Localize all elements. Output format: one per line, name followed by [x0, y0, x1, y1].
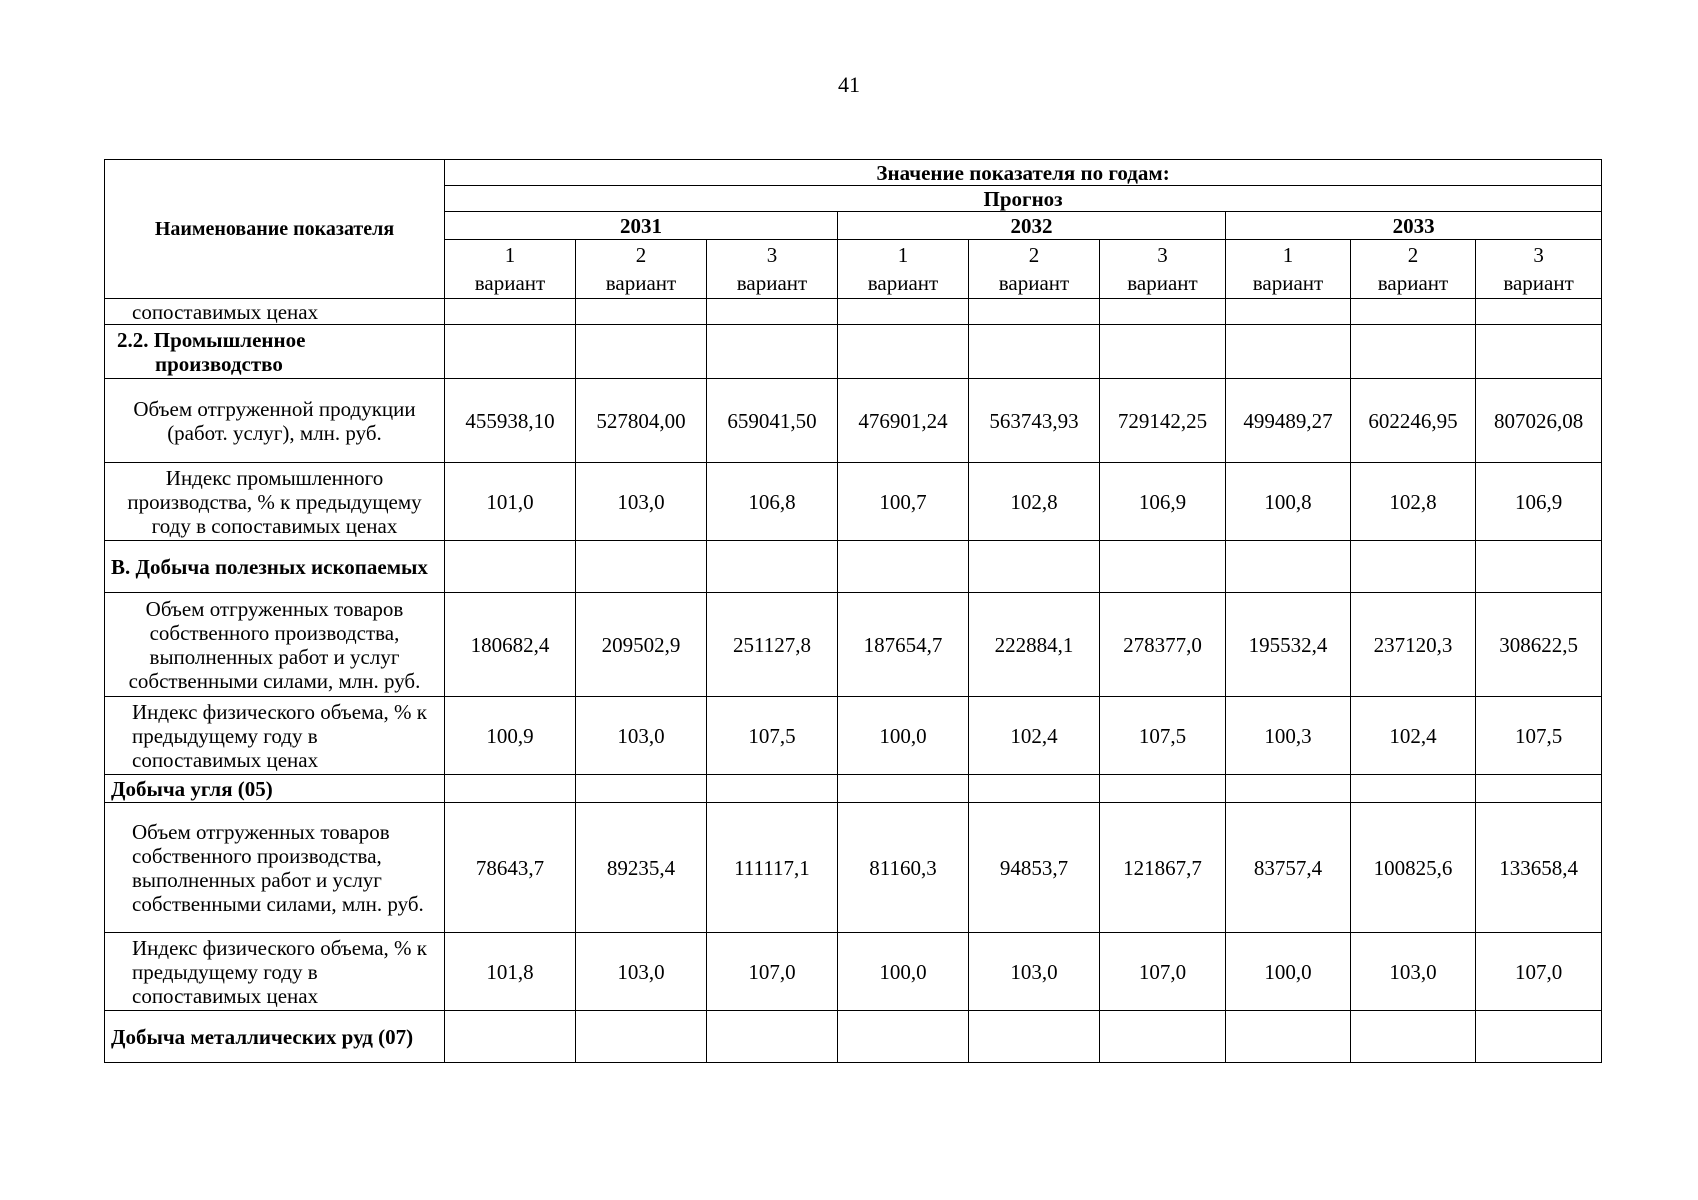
header-variant: 2 вариант — [1351, 240, 1476, 299]
row-label: Объем отгруженных товаров собственного производства, выполненных работ и услуг собственными силами, млн. руб. — [105, 803, 445, 933]
cell-value: 106,9 — [1100, 463, 1226, 541]
cell-value: 83757,4 — [1226, 803, 1351, 933]
cell-value: 100,7 — [838, 463, 969, 541]
cell-value: 107,0 — [1100, 933, 1226, 1011]
header-variant: 1 вариант — [838, 240, 969, 299]
cell-value: 103,0 — [969, 933, 1100, 1011]
header-variant: 1 вариант — [445, 240, 576, 299]
cell-value: 100,8 — [1226, 463, 1351, 541]
header-year-2033: 2033 — [1226, 212, 1602, 240]
cell-value: 195532,4 — [1226, 593, 1351, 697]
header-year-2032: 2032 — [838, 212, 1226, 240]
cell-value: 100,0 — [1226, 933, 1351, 1011]
row-label: Объем отгруженных товаров собственного производства, выполненных работ и услуг собственными силами, млн. руб. — [105, 593, 445, 697]
cell-value: 100,0 — [838, 933, 969, 1011]
cell-value: 476901,24 — [838, 379, 969, 463]
table-row — [105, 1011, 1602, 1063]
page-number: 41 — [838, 72, 860, 97]
row-label: В. Добыча полезных ископаемых — [105, 541, 445, 593]
cell-value: 102,8 — [969, 463, 1100, 541]
header-variant: 3 вариант — [1100, 240, 1226, 299]
cell-value: 100825,6 — [1351, 803, 1476, 933]
cell-value: 78643,7 — [445, 803, 576, 933]
cell-value: 602246,95 — [1351, 379, 1476, 463]
table-row — [105, 775, 1602, 803]
cell-value: 94853,7 — [969, 803, 1100, 933]
cell-value: 111117,1 — [707, 803, 838, 933]
row-label: Добыча металлических руд (07) — [105, 1011, 445, 1063]
cell-value: 121867,7 — [1100, 803, 1226, 933]
row-label: 2.2. Промышленное производство — [105, 325, 445, 379]
cell-value: 107,5 — [1476, 697, 1602, 775]
cell-value: 107,0 — [707, 933, 838, 1011]
cell-value: 807026,08 — [1476, 379, 1602, 463]
cell-value: 106,8 — [707, 463, 838, 541]
header-variant: 3 вариант — [707, 240, 838, 299]
row-label: Индекс физического объема, % к предыдущему году в сопоставимых ценах — [105, 933, 445, 1011]
cell-value: 222884,1 — [969, 593, 1100, 697]
cell-value: 133658,4 — [1476, 803, 1602, 933]
cell-value: 102,8 — [1351, 463, 1476, 541]
cell-value: 100,0 — [838, 697, 969, 775]
cell-value: 729142,25 — [1100, 379, 1226, 463]
cell-value: 180682,4 — [445, 593, 576, 697]
cell-value: 100,9 — [445, 697, 576, 775]
table-row — [105, 933, 1602, 1011]
cell-value: 455938,10 — [445, 379, 576, 463]
header-variant: 2 вариант — [576, 240, 707, 299]
header-variant: 2 вариант — [969, 240, 1100, 299]
cell-value: 103,0 — [1351, 933, 1476, 1011]
cell-value: 102,4 — [1351, 697, 1476, 775]
table-row — [105, 803, 1602, 933]
cell-value: 107,5 — [1100, 697, 1226, 775]
cell-value: 209502,9 — [576, 593, 707, 697]
cell-value: 278377,0 — [1100, 593, 1226, 697]
cell-value: 308622,5 — [1476, 593, 1602, 697]
header-variant: 3 вариант — [1476, 240, 1602, 299]
row-label: Объем отгруженной продукции (работ. услуг), млн. руб. — [105, 379, 445, 463]
cell-value: 103,0 — [576, 933, 707, 1011]
cell-value: 527804,00 — [576, 379, 707, 463]
row-label: Индекс физического объема, % к предыдущему году в сопоставимых ценах — [105, 697, 445, 775]
cell-value: 103,0 — [576, 463, 707, 541]
table-row — [105, 463, 1602, 541]
row-label: сопоставимых ценах — [105, 299, 445, 325]
cell-value: 106,9 — [1476, 463, 1602, 541]
row-label: Добыча угля (05) — [105, 775, 445, 803]
table-row — [105, 593, 1602, 697]
table-row — [105, 325, 1602, 379]
table-row — [105, 541, 1602, 593]
cell-value: 103,0 — [576, 697, 707, 775]
cell-value: 107,0 — [1476, 933, 1602, 1011]
header-variant: 1 вариант — [1226, 240, 1351, 299]
header-group-title: Значение показателя по годам: — [445, 160, 1602, 186]
cell-value: 251127,8 — [707, 593, 838, 697]
cell-value: 563743,93 — [969, 379, 1100, 463]
header-forecast: Прогноз — [445, 186, 1602, 212]
cell-value: 100,3 — [1226, 697, 1351, 775]
table-row — [105, 299, 1602, 325]
cell-value: 107,5 — [707, 697, 838, 775]
cell-value: 89235,4 — [576, 803, 707, 933]
row-label: Индекс промышленного производства, % к предыдущему году в сопоставимых ценах — [105, 463, 445, 541]
cell-value: 659041,50 — [707, 379, 838, 463]
table-row — [105, 697, 1602, 775]
table-row — [105, 379, 1602, 463]
cell-value: 187654,7 — [838, 593, 969, 697]
cell-value: 499489,27 — [1226, 379, 1351, 463]
forecast-table — [104, 159, 1602, 1063]
cell-value: 102,4 — [969, 697, 1100, 775]
cell-value: 101,0 — [445, 463, 576, 541]
cell-value: 101,8 — [445, 933, 576, 1011]
cell-value: 237120,3 — [1351, 593, 1476, 697]
header-year-2031: 2031 — [445, 212, 838, 240]
header-indicator-name: Наименование показателя — [105, 160, 445, 299]
cell-value: 81160,3 — [838, 803, 969, 933]
